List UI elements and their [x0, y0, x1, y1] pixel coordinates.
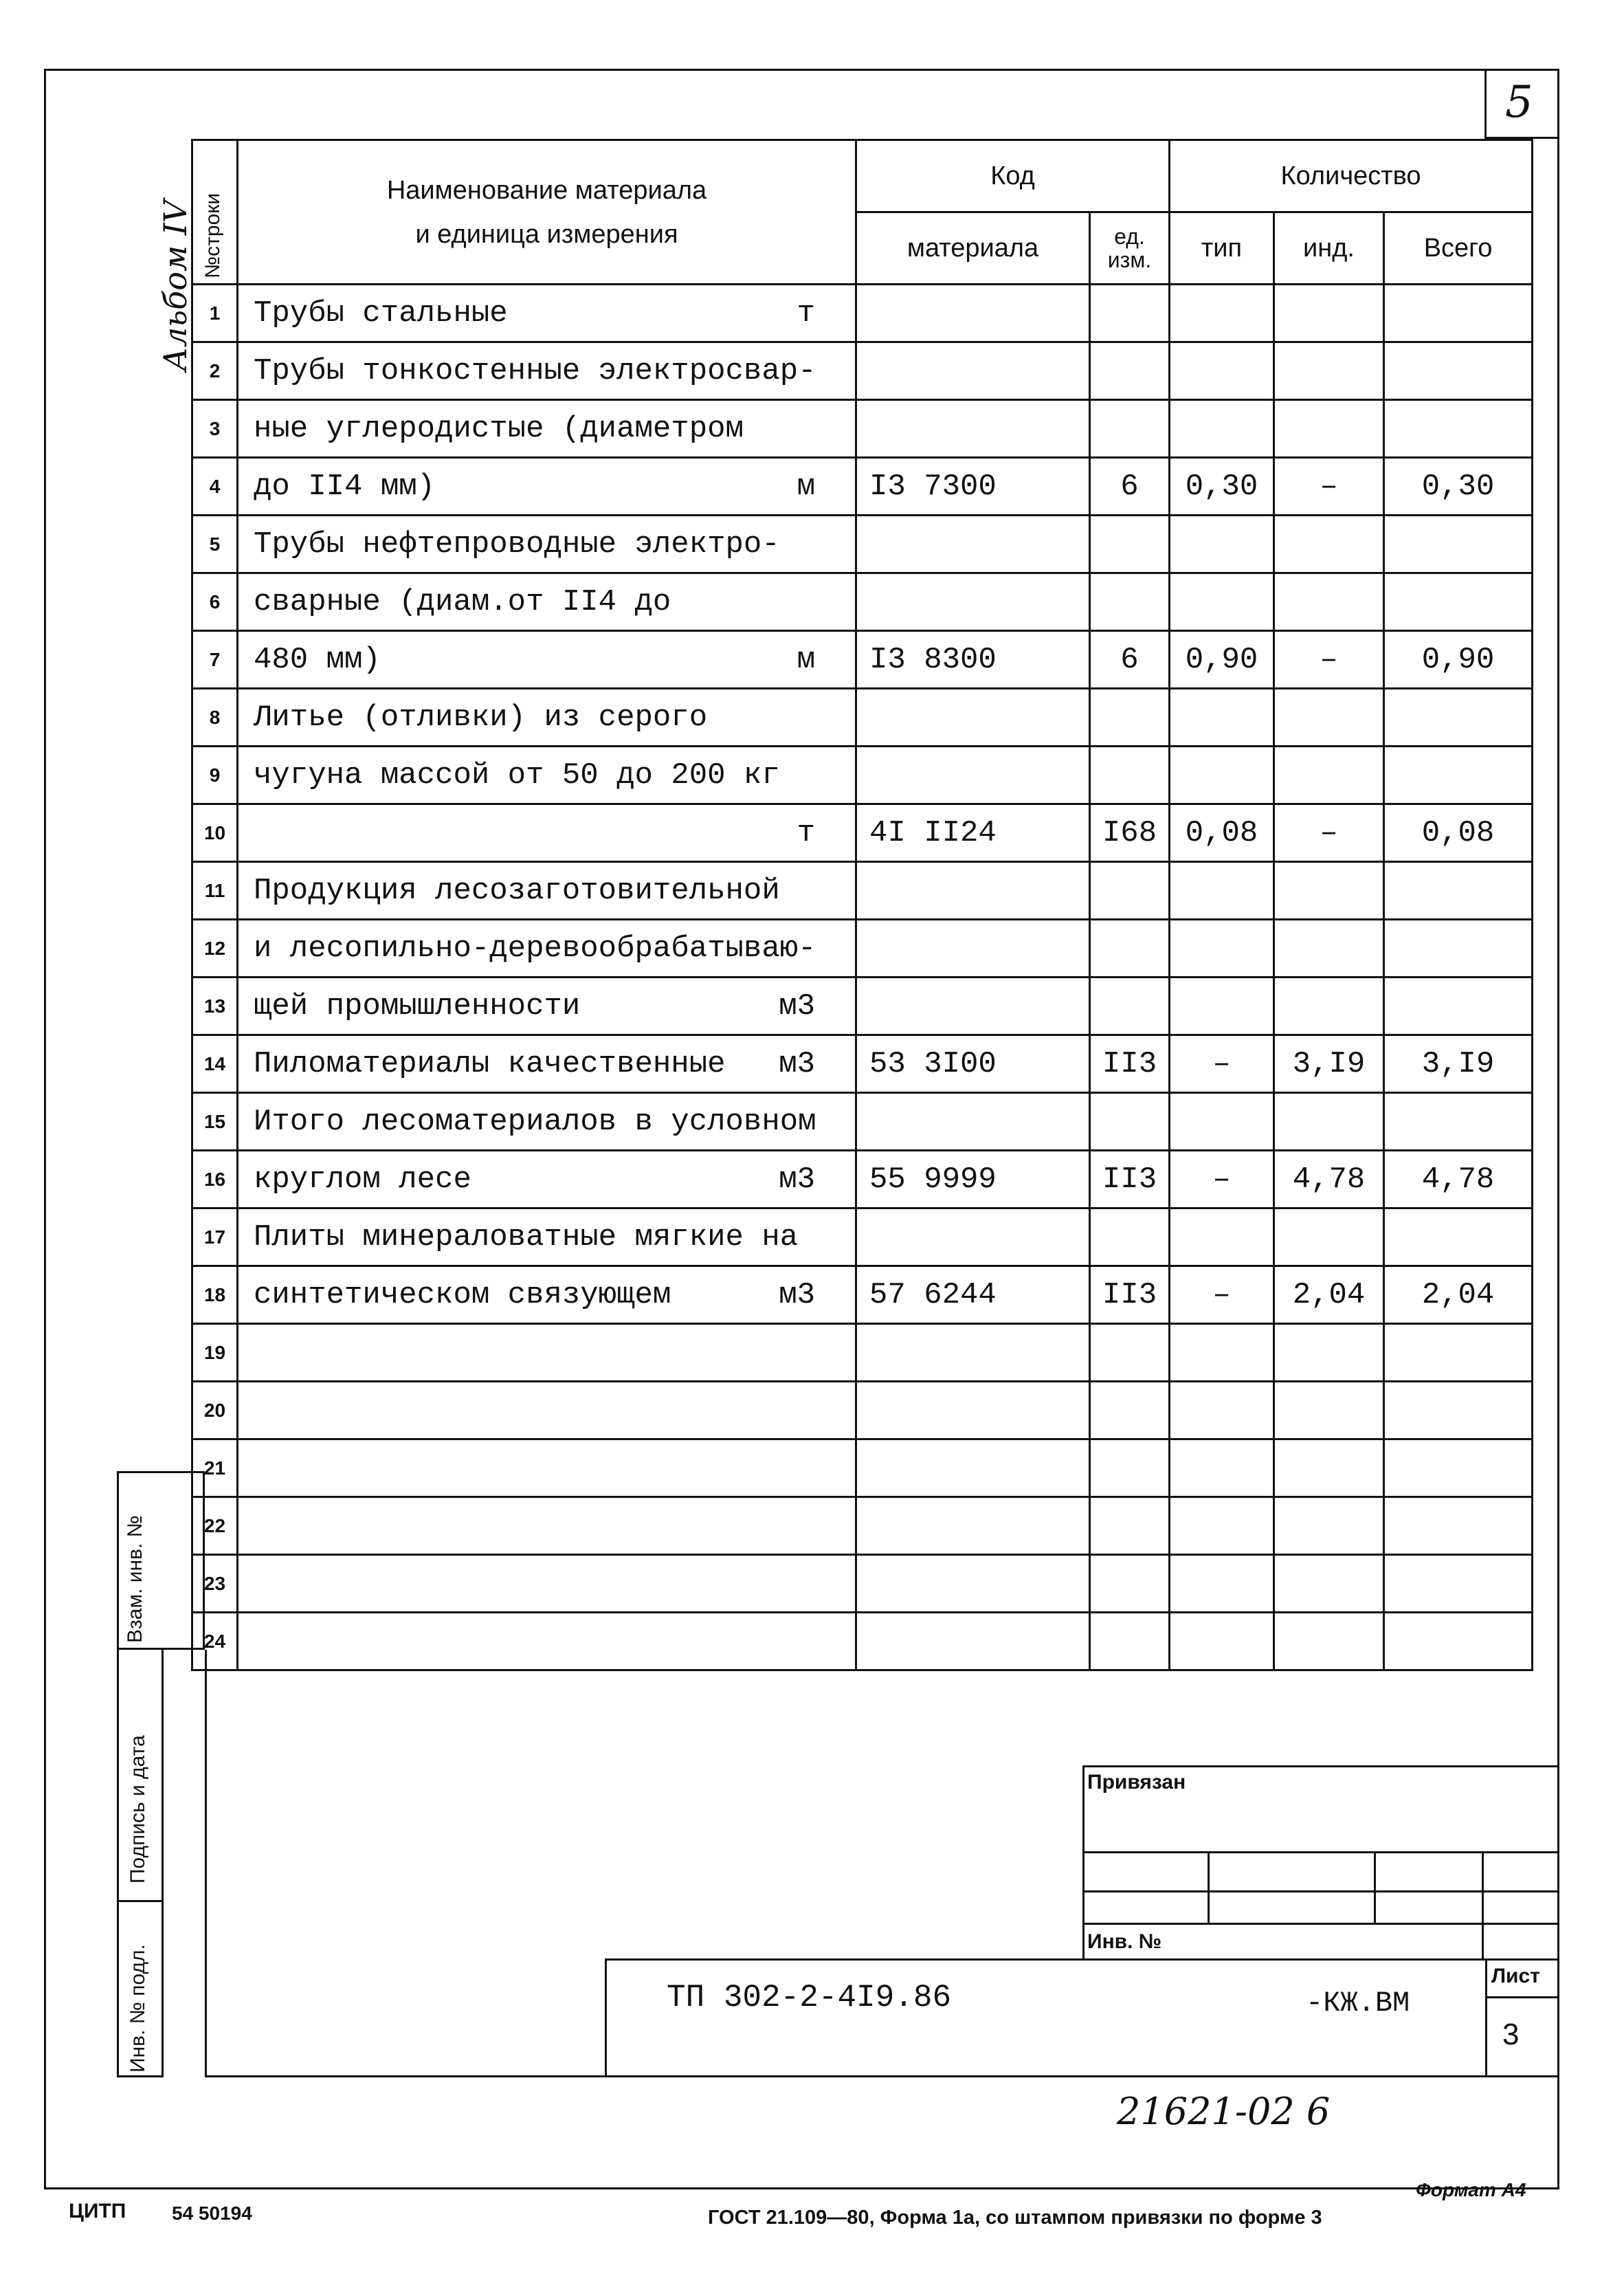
row-number: 13 — [192, 978, 238, 1035]
inv-no-cell-right — [1482, 1923, 1559, 1961]
table-row — [192, 1093, 1533, 1151]
material-name-text: Трубы стальные — [254, 296, 508, 331]
row-number: 19 — [192, 1324, 238, 1382]
unit-label: м3 — [779, 1162, 815, 1197]
qty-total — [1384, 1439, 1533, 1497]
unit-code: II3 — [1090, 1266, 1170, 1324]
material-name-text: сварные (диам.от II4 до — [254, 584, 671, 619]
table-row — [192, 285, 1533, 342]
row-number: 5 — [192, 516, 238, 573]
qty-type: – — [1170, 1151, 1274, 1208]
footer-org: ЦИТП — [69, 2200, 126, 2222]
unit-code — [1090, 1208, 1170, 1266]
sheet-label: Лист — [1491, 1965, 1540, 1987]
material-name — [238, 804, 856, 862]
row-number: 10 — [192, 804, 238, 862]
qty-ind — [1274, 516, 1384, 573]
qty-type — [1170, 516, 1274, 573]
unit-code — [1090, 747, 1170, 804]
unit-code — [1090, 1324, 1170, 1382]
table-row — [192, 862, 1533, 920]
privyazan-grid-f — [1208, 1890, 1376, 1925]
unit-code: II3 — [1090, 1035, 1170, 1093]
material-name-text: Пиломатериалы качественные — [254, 1046, 726, 1081]
row-number: 14 — [192, 1035, 238, 1093]
qty-ind — [1274, 1555, 1384, 1613]
table-row — [192, 1035, 1533, 1093]
qty-type: 0,90 — [1170, 631, 1274, 689]
qty-total — [1384, 1324, 1533, 1382]
material-code — [856, 1208, 1090, 1266]
unit-code: 6 — [1090, 631, 1170, 689]
side-podpis-label: Подпись и дата — [126, 1735, 149, 1884]
unit-code — [1090, 516, 1170, 573]
privyazan-grid-g — [1374, 1890, 1484, 1925]
unit-code — [1090, 978, 1170, 1035]
qty-total: 2,04 — [1384, 1266, 1533, 1324]
table-row — [192, 747, 1533, 804]
material-code: I3 7300 — [856, 458, 1090, 516]
row-number: 15 — [192, 1093, 238, 1151]
footer-gost: ГОСТ 21.109—80, Форма 1а, со штампом привязки по форме 3 — [708, 2207, 1322, 2229]
material-code — [856, 920, 1090, 978]
qty-total — [1384, 285, 1533, 342]
unit-code — [1090, 1555, 1170, 1613]
qty-type — [1170, 747, 1274, 804]
unit-code — [1090, 285, 1170, 342]
qty-total — [1384, 862, 1533, 920]
qty-total — [1384, 573, 1533, 631]
doc-code: ТП 302-2-4I9.86 — [667, 1980, 952, 2016]
unit-code: II3 — [1090, 1151, 1170, 1208]
row-number: 21 — [192, 1439, 238, 1497]
unit-code: 6 — [1090, 458, 1170, 516]
material-name-text: Плиты минераловатные мягкие на — [254, 1219, 799, 1255]
unit-code — [1090, 862, 1170, 920]
table-row — [192, 1208, 1533, 1266]
qty-total — [1384, 1093, 1533, 1151]
header-code-unit: ед. изм. — [1090, 212, 1170, 285]
row-number: 18 — [192, 1266, 238, 1324]
qty-type — [1170, 1439, 1274, 1497]
material-name-text: Итого лесоматериалов в условном — [254, 1104, 816, 1139]
header-code-group: Код — [856, 140, 1170, 212]
material-name — [238, 1382, 856, 1439]
header-qty-ind: инд. — [1274, 212, 1384, 285]
qty-type — [1170, 920, 1274, 978]
side-inv-label: Инв. № подл. — [126, 1944, 149, 2073]
qty-ind — [1274, 920, 1384, 978]
table-row — [192, 342, 1533, 400]
unit-label: м3 — [779, 1277, 815, 1312]
material-name-text: 480 мм) — [254, 642, 381, 677]
qty-total: 4,78 — [1384, 1151, 1533, 1208]
unit-code — [1090, 1382, 1170, 1439]
handwritten-number: 21621-02 6 — [1117, 2090, 1331, 2133]
unit-label: м — [797, 469, 815, 504]
material-code — [856, 689, 1090, 747]
qty-ind: – — [1274, 458, 1384, 516]
qty-type — [1170, 573, 1274, 631]
material-name — [238, 978, 856, 1035]
material-name — [238, 400, 856, 458]
unit-code — [1090, 1093, 1170, 1151]
qty-total — [1384, 1382, 1533, 1439]
table-row — [192, 1382, 1533, 1439]
material-name — [238, 862, 856, 920]
material-name-text: ные углеродистые (диаметром — [254, 411, 744, 446]
qty-type: 0,30 — [1170, 458, 1274, 516]
table-row — [192, 400, 1533, 458]
qty-type — [1170, 1497, 1274, 1555]
privyazan-grid-b — [1208, 1851, 1376, 1892]
table-row — [192, 631, 1533, 689]
qty-ind: – — [1274, 804, 1384, 862]
material-code — [856, 285, 1090, 342]
qty-total — [1384, 689, 1533, 747]
material-name — [238, 631, 856, 689]
unit-label: т — [797, 296, 815, 331]
qty-type — [1170, 342, 1274, 400]
inv-no-label: Инв. № — [1087, 1930, 1162, 1953]
header-qty-total: Всего — [1384, 212, 1533, 285]
qty-ind — [1274, 1208, 1384, 1266]
unit-code: I68 — [1090, 804, 1170, 862]
table-body — [192, 285, 1533, 1670]
material-code — [856, 400, 1090, 458]
material-name — [238, 342, 856, 400]
row-number: 20 — [192, 1382, 238, 1439]
unit-code — [1090, 1497, 1170, 1555]
table-row — [192, 1497, 1533, 1555]
qty-total — [1384, 920, 1533, 978]
qty-total — [1384, 1208, 1533, 1266]
row-number: 4 — [192, 458, 238, 516]
material-code: 4I II24 — [856, 804, 1090, 862]
material-code: I3 8300 — [856, 631, 1090, 689]
qty-ind: 4,78 — [1274, 1151, 1384, 1208]
material-name — [238, 1035, 856, 1093]
material-name — [238, 285, 856, 342]
material-code — [856, 1093, 1090, 1151]
material-name-text: Трубы тонкостенные электросвар- — [254, 353, 816, 388]
page-number: 5 — [1505, 77, 1533, 128]
unit-label: м3 — [779, 989, 815, 1024]
table-row — [192, 978, 1533, 1035]
qty-ind — [1274, 1324, 1384, 1382]
qty-ind — [1274, 285, 1384, 342]
row-number: 9 — [192, 747, 238, 804]
material-name-text: синтетическом связующем — [254, 1277, 671, 1312]
material-name — [238, 1555, 856, 1613]
row-number: 24 — [192, 1613, 238, 1670]
row-number: 7 — [192, 631, 238, 689]
qty-total — [1384, 747, 1533, 804]
table-row — [192, 1151, 1533, 1208]
material-name — [238, 458, 856, 516]
doc-suffix: -КЖ.ВМ — [1306, 1987, 1410, 2020]
qty-ind — [1274, 862, 1384, 920]
material-name — [238, 920, 856, 978]
unit-code — [1090, 400, 1170, 458]
qty-total — [1384, 400, 1533, 458]
material-name — [238, 1324, 856, 1382]
table-row — [192, 516, 1533, 573]
row-number: 12 — [192, 920, 238, 978]
qty-ind — [1274, 342, 1384, 400]
privyazan-grid-e — [1082, 1890, 1210, 1925]
qty-ind — [1274, 689, 1384, 747]
material-name — [238, 1093, 856, 1151]
row-number: 6 — [192, 573, 238, 631]
unit-label: м — [797, 642, 815, 677]
privyazan-grid-a — [1082, 1851, 1210, 1892]
material-code — [856, 1439, 1090, 1497]
qty-total — [1384, 978, 1533, 1035]
material-code — [856, 1555, 1090, 1613]
qty-ind — [1274, 400, 1384, 458]
row-number: 11 — [192, 862, 238, 920]
header-code-material: материала — [856, 212, 1090, 285]
row-number: 2 — [192, 342, 238, 400]
row-number: 1 — [192, 285, 238, 342]
qty-total — [1384, 1497, 1533, 1555]
qty-type — [1170, 978, 1274, 1035]
header-qty-group: Количество — [1170, 140, 1533, 212]
material-name-text: и лесопильно-деревообрабатываю- — [254, 931, 816, 966]
qty-type — [1170, 1324, 1274, 1382]
qty-type — [1170, 689, 1274, 747]
qty-type — [1170, 1555, 1274, 1613]
material-code — [856, 978, 1090, 1035]
header-row-number: №строки — [192, 140, 238, 285]
qty-ind — [1274, 573, 1384, 631]
material-code: 53 3I00 — [856, 1035, 1090, 1093]
material-name — [238, 1497, 856, 1555]
side-vzam-label: Взам. инв. № — [124, 1515, 146, 1643]
row-number: 3 — [192, 400, 238, 458]
qty-ind — [1274, 1382, 1384, 1439]
qty-type: – — [1170, 1035, 1274, 1093]
qty-total: 0,30 — [1384, 458, 1533, 516]
material-name — [238, 516, 856, 573]
material-code — [856, 862, 1090, 920]
material-name — [238, 1208, 856, 1266]
material-name — [238, 1439, 856, 1497]
qty-type: 0,08 — [1170, 804, 1274, 862]
qty-type — [1170, 1382, 1274, 1439]
qty-ind — [1274, 1093, 1384, 1151]
material-code — [856, 1382, 1090, 1439]
material-code: 55 9999 — [856, 1151, 1090, 1208]
qty-total — [1384, 342, 1533, 400]
footer-code: 54 50194 — [172, 2203, 252, 2224]
material-name-text: Литье (отливки) из серого — [254, 700, 708, 735]
material-name-text: щей промышленности — [254, 989, 581, 1024]
material-name-text: чугуна массой от 50 до 200 кг — [254, 758, 780, 793]
unit-label: т — [797, 815, 815, 850]
qty-type — [1170, 1208, 1274, 1266]
header-name: Наименование материала и единица измерения — [238, 140, 856, 285]
unit-code — [1090, 689, 1170, 747]
material-name-text: круглом лесе — [254, 1162, 471, 1197]
row-number: 8 — [192, 689, 238, 747]
material-name — [238, 573, 856, 631]
unit-code — [1090, 920, 1170, 978]
material-code — [856, 1324, 1090, 1382]
privyazan-label: Привязан — [1087, 1771, 1186, 1793]
table-row — [192, 1266, 1533, 1324]
material-code — [856, 1497, 1090, 1555]
header-qty-type: тип — [1170, 212, 1274, 285]
qty-ind — [1274, 747, 1384, 804]
material-name — [238, 1151, 856, 1208]
footer-format: Формат А4 — [1416, 2179, 1526, 2200]
qty-ind — [1274, 1439, 1384, 1497]
row-number: 23 — [192, 1555, 238, 1613]
header-row-1 — [192, 140, 1533, 212]
table-row — [192, 1555, 1533, 1613]
unit-code — [1090, 342, 1170, 400]
material-code — [856, 342, 1090, 400]
row-number: 16 — [192, 1151, 238, 1208]
material-name-text: Трубы нефтепроводные электро- — [254, 527, 780, 562]
privyazan-grid-c — [1374, 1851, 1484, 1892]
qty-type — [1170, 862, 1274, 920]
table-row — [192, 573, 1533, 631]
material-code — [856, 516, 1090, 573]
privyazan-grid-d — [1482, 1851, 1559, 1892]
qty-ind: 3,I9 — [1274, 1035, 1384, 1093]
material-code: 57 6244 — [856, 1266, 1090, 1324]
material-name — [238, 747, 856, 804]
material-name-text: до II4 мм) — [254, 469, 436, 504]
qty-type — [1170, 285, 1274, 342]
qty-total: 0,08 — [1384, 804, 1533, 862]
material-code — [856, 573, 1090, 631]
table-row — [192, 458, 1533, 516]
privyazan-grid-h — [1482, 1890, 1559, 1925]
qty-total: 0,90 — [1384, 631, 1533, 689]
table-row — [192, 920, 1533, 978]
material-name-text: Продукция лесозаготовительной — [254, 873, 780, 908]
unit-code — [1090, 1439, 1170, 1497]
qty-total: 3,I9 — [1384, 1035, 1533, 1093]
unit-code — [1090, 573, 1170, 631]
qty-ind: – — [1274, 631, 1384, 689]
qty-ind: 2,04 — [1274, 1266, 1384, 1324]
material-name — [238, 689, 856, 747]
sheet-no-cell — [1485, 1996, 1559, 2077]
table-row — [192, 1439, 1533, 1497]
materials-table — [191, 139, 1533, 1671]
table-row — [192, 689, 1533, 747]
row-number: 22 — [192, 1497, 238, 1555]
table-row — [192, 1324, 1533, 1382]
material-name — [238, 1266, 856, 1324]
table-row — [192, 804, 1533, 862]
qty-ind — [1274, 978, 1384, 1035]
unit-label: м3 — [779, 1046, 815, 1081]
sheet-number: 3 — [1502, 2018, 1520, 2051]
qty-total — [1384, 516, 1533, 573]
album-label: Альбом IV — [157, 199, 194, 371]
qty-total — [1384, 1555, 1533, 1613]
qty-type — [1170, 1093, 1274, 1151]
qty-type — [1170, 400, 1274, 458]
qty-type: – — [1170, 1266, 1274, 1324]
qty-ind — [1274, 1497, 1384, 1555]
material-code — [856, 747, 1090, 804]
row-number: 17 — [192, 1208, 238, 1266]
